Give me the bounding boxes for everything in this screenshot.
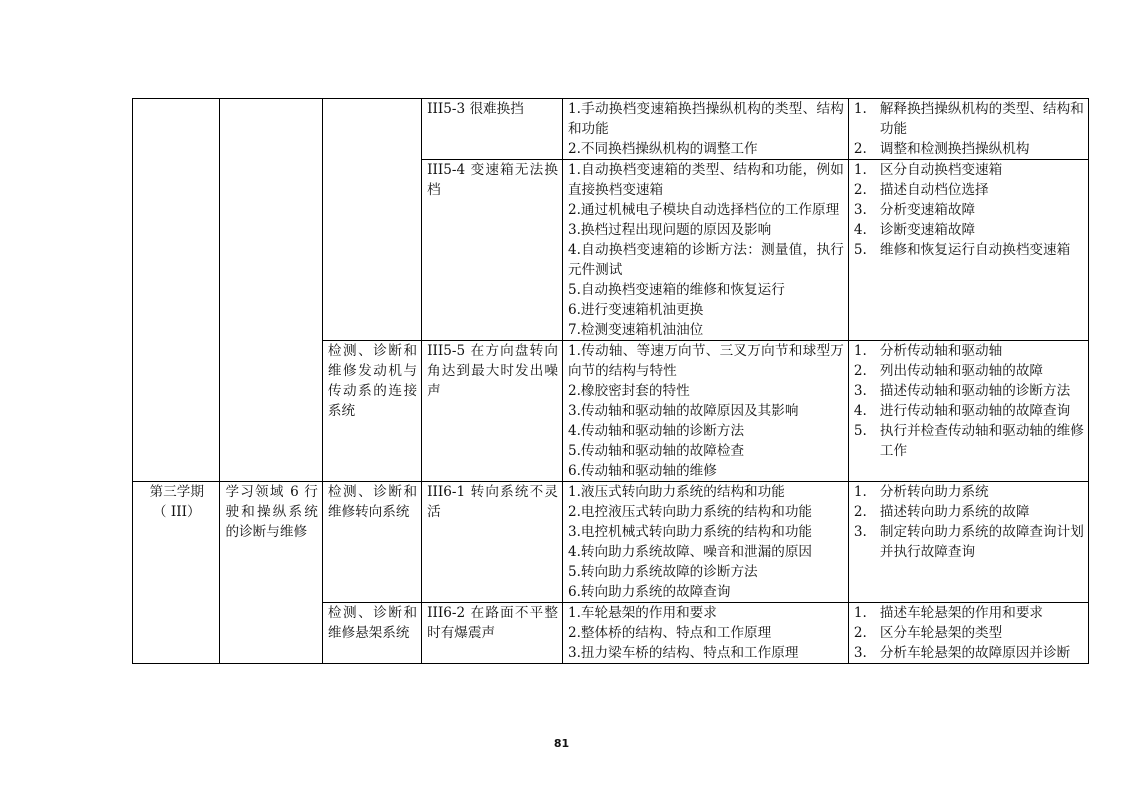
objectives-cell [848, 160, 1088, 341]
term-cell [133, 482, 220, 664]
objective-item: 1. 解释换挡操纵机构的类型、结构和功能 [853, 101, 1084, 137]
content-line: 1.自动换档变速箱的类型、结构和功能，例如直接换档变速箱 [567, 162, 844, 198]
content-line: 7.检测变速箱机油油位 [567, 322, 704, 338]
situation-code: III6-2 在路面不平整时有爆震声 [422, 603, 563, 664]
objectives-cell [848, 99, 1088, 160]
content-line: 5.转向助力系统故障的诊断方法 [567, 564, 758, 580]
content-line: 2.通过机械电子模块自动选择档位的工作原理 [567, 202, 840, 218]
term-cell-empty [133, 99, 220, 482]
content-line: 2.橡胶密封套的特性 [567, 383, 690, 399]
objective-item: 3. 分析变速箱故障 [853, 202, 976, 218]
content-line: 3.扭力梁车桥的结构、特点和工作原理 [567, 645, 799, 661]
content-line: 1.液压式转向助力系统的结构和功能 [567, 484, 785, 500]
content-line: 4.传动轴和驱动轴的诊断方法 [567, 423, 745, 439]
objective-item: 4. 诊断变速箱故障 [853, 222, 976, 238]
content-cell [562, 160, 848, 341]
content-line: 4.转向助力系统故障、噪音和泄漏的原因 [567, 544, 813, 560]
term-name: 第三学期 [149, 484, 204, 500]
content-line: 2.整体桥的结构、特点和工作原理 [567, 625, 772, 641]
objective-item: 1. 分析传动轴和驱动轴 [853, 343, 1003, 359]
content-line: 3.传动轴和驱动轴的故障原因及其影响 [567, 403, 799, 419]
content-line: 3.换档过程出现问题的原因及影响 [567, 222, 772, 238]
content-cell [562, 341, 848, 482]
content-line: 3.电控机械式转向助力系统的结构和功能 [567, 524, 813, 540]
content-line: 5.传动轴和驱动轴的故障检查 [567, 443, 745, 459]
content-line: 6.转向助力系统的故障查询 [567, 584, 731, 600]
curriculum-table [132, 98, 1089, 664]
work-task: 检测、诊断和维修悬架系统 [322, 603, 421, 664]
situation-code: III5-4 变速箱无法换档 [422, 160, 563, 341]
objective-item: 2. 调整和检测换挡操纵机构 [853, 141, 1030, 157]
learning-field: 学习领域 6 行驶和操纵系统的诊断与维修 [220, 482, 322, 664]
table-row [133, 99, 1089, 160]
content-cell [562, 482, 848, 603]
page-number: 81 [553, 737, 570, 750]
content-line: 2.不同换档操纵机构的调整工作 [567, 141, 758, 157]
objective-item: 2. 描述转向助力系统的故障 [853, 504, 1030, 520]
situation-code: III6-1 转向系统不灵活 [422, 482, 563, 603]
objective-item: 5. 维修和恢复运行自动换档变速箱 [853, 242, 1071, 258]
content-line: 1.车轮悬架的作用和要求 [567, 605, 717, 621]
objectives-cell [848, 482, 1088, 603]
objective-item: 3. 分析车轮悬架的故障原因并诊断 [853, 645, 1071, 661]
objective-item: 4. 进行传动轴和驱动轴的故障查询 [853, 403, 1071, 419]
content-cell [562, 603, 848, 664]
objective-item: 3. 制定转向助力系统的故障查询计划并执行故障查询 [853, 524, 1084, 560]
field-cell-empty [220, 99, 322, 482]
objective-item: 2. 区分车轮悬架的类型 [853, 625, 1003, 641]
content-line: 6.传动轴和驱动轴的维修 [567, 463, 717, 479]
objective-item: 5. 执行并检查传动轴和驱动轴的维修工作 [853, 423, 1084, 459]
content-line: 4.自动换档变速箱的诊断方法：测量值，执行元件测试 [567, 242, 844, 278]
content-line: 1.手动换档变速箱换挡操纵机构的类型、结构和功能 [567, 101, 844, 137]
curriculum-table-wrapper [132, 98, 1089, 664]
objective-item: 3. 描述传动轴和驱动轴的诊断方法 [853, 383, 1071, 399]
work-task: 检测、诊断和维修发动机与传动系的连接系统 [322, 341, 421, 482]
objective-item: 1. 区分自动换档变速箱 [853, 162, 1003, 178]
objective-item: 2. 列出传动轴和驱动轴的故障 [853, 363, 1044, 379]
content-line: 6.进行变速箱机油更换 [567, 302, 704, 318]
content-cell [562, 99, 848, 160]
table-row [133, 482, 1089, 603]
content-line: 2.电控液压式转向助力系统的结构和功能 [567, 504, 813, 520]
objective-item: 1. 描述车轮悬架的作用和要求 [853, 605, 1044, 621]
objectives-cell [848, 341, 1088, 482]
situation-code: III5-5 在方向盘转向角达到最大时发出噪声 [422, 341, 563, 482]
content-line: 5.自动换档变速箱的维修和恢复运行 [567, 282, 785, 298]
objective-item: 2. 描述自动档位选择 [853, 182, 989, 198]
term-roman: （ III） [152, 504, 201, 520]
objective-item: 1. 分析转向助力系统 [853, 484, 989, 500]
objectives-cell [848, 603, 1088, 664]
task-cell-empty [322, 99, 421, 341]
content-line: 1.传动轴、等速万向节、三叉万向节和球型万向节的结构与特性 [567, 343, 844, 379]
situation-code: III5-3 很难换挡 [422, 99, 563, 160]
work-task: 检测、诊断和维修转向系统 [322, 482, 421, 603]
